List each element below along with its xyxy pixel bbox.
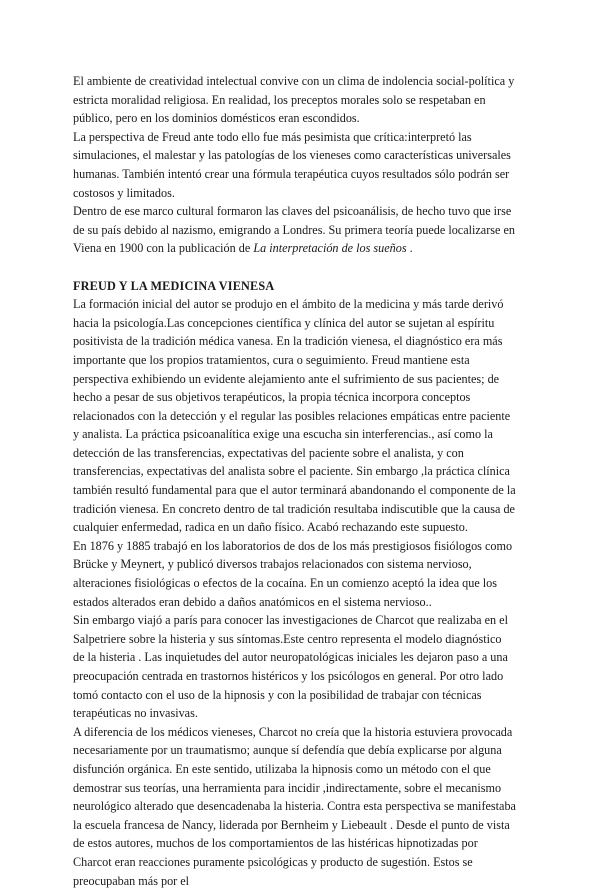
intro-paragraph-3-text: Dentro de ese marco cultural formaron las claves del psicoanálisis, de hecho tuvo que irse de su país debido al nazismo, emigrando a Londres. Su primera teoría puede localizarse en Viena en 1900 con la publicación de — [73, 204, 515, 256]
book-title: La interpretación de los sueños — [253, 241, 407, 256]
intro-paragraph-3-end: . — [406, 241, 413, 256]
intro-paragraph-2: La perspectiva de Freud ante todo ello fue más pesimista que crítica:interpretó las simulaciones, el malestar y las patologías de los vieneses como características universales humanas. También intentó crear una fórmula terapéutica cuyos resultados sólo podrán ser costosos y limitados. — [73, 129, 511, 200]
freud-medicine-section — [73, 277, 516, 890]
intro-paragraph-1: El ambiente de creatividad intelectual convive con un clima de indolencia social-política y estricta moralidad religiosa. En realidad, los preceptos morales solo se respetaban en público, pero en los dominios domésticos eran escondidos. — [73, 74, 515, 126]
section-paragraph-1: La formación inicial del autor se produjo en el ámbito de la medicina y más tarde derivó hacia la psicología.Las concepciones científica y clínica del autor se sujetan al espíritu positivista de la tradición médica vanesa. En la tradición vienesa, el diagnóstico era más importante que los propios tratamientos, cura o seguimiento. Freud mantiene esta perspectiva exhibiendo un evidente alejamiento ante el sufrimiento de sus pacientes; de hecho a pesar de sus objetivos terapéuticos, la propia técnica incorpora conceptos relacionados con la detección y el regular las posibles relaciones empáticas entre paciente y analista. La práctica psicoanalítica exige una escucha sin interferencias., así como la detección de las transferencias, expectativas del paciente sobre el analista, y con transferencias, expectativas del analista sobre el paciente. Sin embargo ,la práctica clínica también resultó fundamental para que el autor terminará abandonando el componente de la tradición vienesa. En concreto dentro de tal tradición resultaba indiscutible que la causa de cualquier enfermedad, radica en un daño físico. Acabó rechazando este supuesto. — [73, 297, 516, 535]
section-heading: FREUD Y LA MEDICINA VIENESA — [73, 278, 275, 293]
section-paragraph-3: Sin embargo viajó a parís para conocer las investigaciones de Charcot que realizaba en el Salpetriere sobre la histeria y sus síntomas.Este centro representa el modelo diagnóstico de la histeria . Las inquietudes del autor neuropatológicas iniciales les dejaron paso a una preocupación centrada en trastornos histéricos y los psicólogos en general. Por otro lado tomó contacto con el uso de la hipnosis y con la posibilidad de trabajar con técnicas terapéuticas no invasivas. — [73, 613, 508, 721]
section-spacer — [73, 258, 516, 277]
section-paragraph-4: A diferencia de los médicos vieneses, Charcot no creía que la historia estuviera provocada necesariamente por un traumatismo; aunque sí defendía que debía explicarse por alguna disfunción orgánica. En este sentido, utilizaba la hipnosis como un método con el que demostrar sus teorías, una herramienta para incidir ,indirectamente, sobre el mecanismo neurológico alterado que desencadenaba la histeria. Contra esta perspectiva se manifestaba la escuela francesa de Nancy, liderada por Bernheim y Liebeault . Desde el punto de vista de estos autores, muchos de los comportamientos de las histéricas hipnotizadas por Charcot eran reacciones puramente psicológicas y producto de sugestión. Estos se preocupaban más por el — [73, 724, 516, 888]
intro-paragraph-3 — [73, 202, 516, 258]
intro-section — [73, 72, 516, 258]
section-paragraph-2: En 1876 y 1885 trabajó en los laboratorios de dos de los más prestigiosos fisiólogos como Brücke y Meynert, y publicó diversos trabajos relacionados con sistema nervioso, alteraciones fisiológicas o efectos de la cocaína. En un comienzo aceptó la idea que los estados alterados eran debido a daños anatómicos en el sistema nervioso.. — [73, 538, 513, 609]
